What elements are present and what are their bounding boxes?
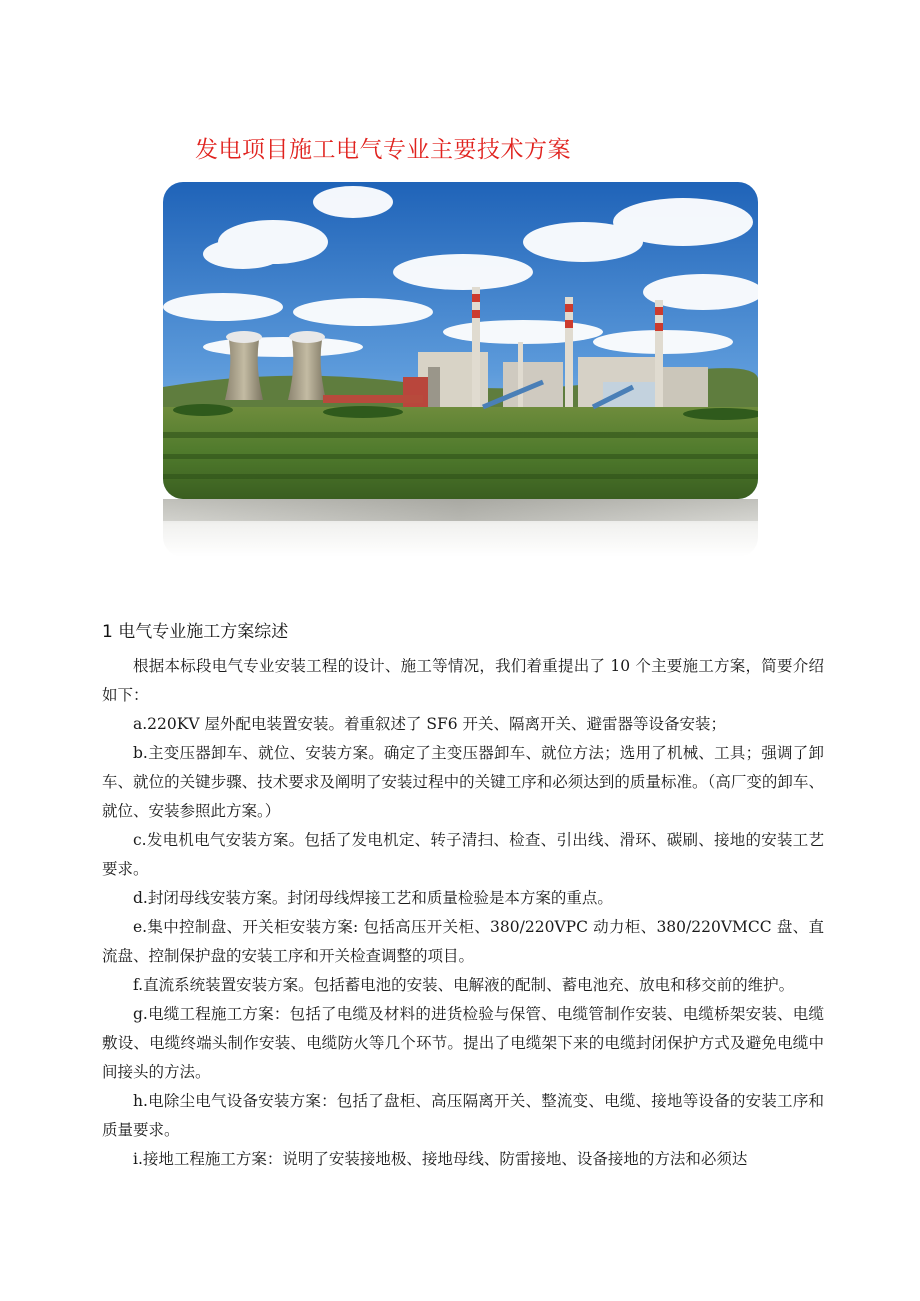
paragraph-h: h.电除尘电气设备安装方案：包括了盘柜、高压隔离开关、整流变、电缆、接地等设备的安装工序和质量要求。 <box>102 1092 824 1139</box>
paragraph-g: g.电缆工程施工方案：包括了电缆及材料的进货检验与保管、电缆管制作安装、电缆桥架安装、电缆敷设、电缆终端头制作安装、电缆防火等几个环节。提出了电缆架下来的电缆封闭保护方式及避免电缆中间接头的方法。 <box>102 1005 824 1081</box>
paragraph-e: e.集中控制盘、开关柜安装方案: 包括高压开关柜、380/220VPC 动力柜、380/220VMCC 盘、直流盘、控制保护盘的安装工序和开关检查调整的项目。 <box>102 918 824 965</box>
paragraph-a: a.220KV 屋外配电装置安装。着重叙述了 SF6 开关、隔离开关、避雷器等设备安装； <box>133 715 727 733</box>
photo-reflection <box>163 499 758 557</box>
photo-frame <box>163 182 758 499</box>
power-plant-illustration <box>163 182 758 499</box>
paragraph-d: d.封闭母线安装方案。封闭母线焊接工艺和质量检验是本方案的重点。 <box>133 889 613 907</box>
body-text <box>102 652 824 1174</box>
document-title: 发电项目施工电气专业主要技术方案 <box>195 137 571 163</box>
paragraph-b: b.主变压器卸车、就位、安装方案。确定了主变压器卸车、就位方法；选用了机械、工具；强调了卸车、就位的关键步骤、技术要求及阐明了安装过程中的关键工序和必须达到的质量标准。（高厂变的卸车、就位、安装参照此方案。） <box>102 744 824 820</box>
power-plant-photo <box>163 182 758 557</box>
paragraph-f: f.直流系统装置安装方案。包括蓄电池的安装、电解液的配制、蓄电池充、放电和移交前的维护。 <box>133 976 795 994</box>
paragraph-intro: 根据本标段电气专业安装工程的设计、施工等情况，我们着重提出了 10 个主要施工方案，简要介绍如下： <box>102 657 824 704</box>
paragraph-i: i.接地工程施工方案：说明了安装接地极、接地母线、防雷接地、设备接地的方法和必须达 <box>133 1150 748 1168</box>
section-heading: 1 电气专业施工方案综述 <box>102 622 289 642</box>
paragraph-c: c.发电机电气安装方案。包括了发电机定、转子清扫、检查、引出线、滑环、碳刷、接地的安装工艺要求。 <box>102 831 824 878</box>
